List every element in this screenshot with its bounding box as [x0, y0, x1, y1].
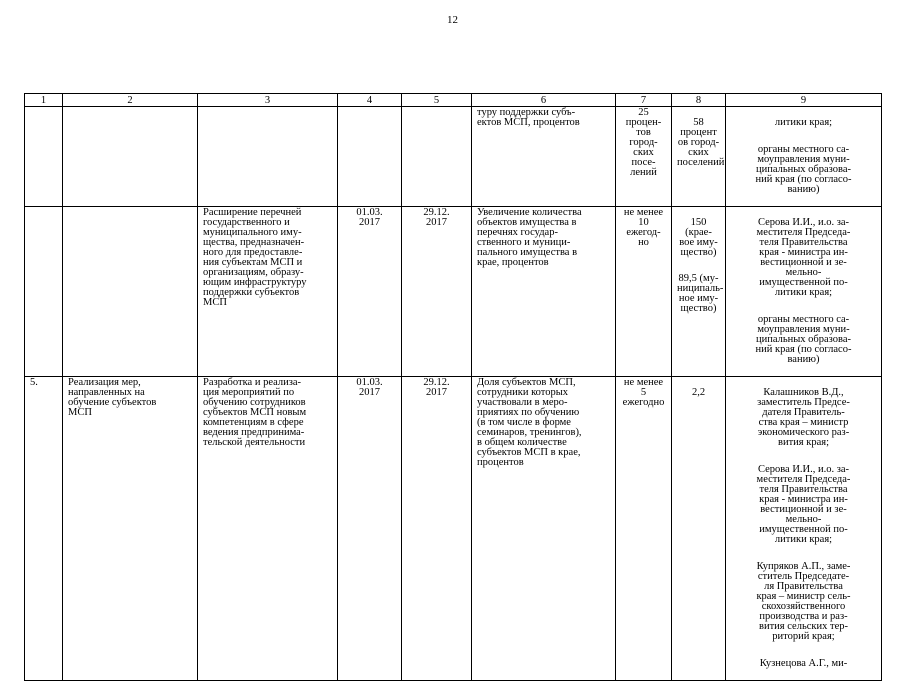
indicator-cell: Доля субъектов МСП, сотрудники которых участвовали в меро- приятиях по обучению (в том числе в форме семинаров, тренингов), в общем количестве субъектов МСП в крае, процентов	[472, 377, 616, 681]
column-header: 1	[25, 94, 63, 107]
row-number-cell: 5.	[25, 377, 63, 681]
column-header: 2	[63, 94, 198, 107]
measure-cell: Реализация мер, направленных на обучение субъектов МСП	[63, 377, 198, 681]
table-row	[25, 377, 882, 681]
responsible-entry: органы местного са- моуправления муни- ципальных образова- ний края (по согласо- ванию)	[755, 144, 852, 195]
actual-value-text: 150 (крае- вое иму- щество)	[679, 217, 718, 258]
actual-value-text: 89,5 (му- ниципаль- ное иму- щество)	[677, 273, 724, 314]
end-date-cell: 29.12. 2017	[402, 377, 472, 681]
end-date-cell: 29.12. 2017	[402, 207, 472, 377]
responsible-entry: Калашников В.Д., заместитель Предсе- дателя Правитель- ства края – министр экономического раз- вития края;	[757, 387, 850, 448]
activity-cell	[198, 107, 338, 207]
table-header-row	[25, 94, 882, 107]
start-date-cell: 01.03. 2017	[338, 377, 402, 681]
responsible-entry: Серова И.И., и.о. за- местителя Председа- теля Правительства края - министра ин- вестиционной и зе- мельно- имущественной по- литики края;	[756, 464, 851, 545]
indicator-cell: Увеличение количества объектов имущества в перечнях государ- ственного и муници- пального имущества в крае, процентов	[472, 207, 616, 377]
target-value-cell: 25 процен- тов город- ских посе- лений	[616, 107, 672, 207]
table-row	[25, 207, 882, 377]
start-date-cell: 01.03. 2017	[338, 207, 402, 377]
responsible-entry: Кузнецова А.Г., ми-	[759, 658, 848, 669]
responsible-cell	[726, 377, 882, 681]
column-header: 3	[198, 94, 338, 107]
responsible-entry: Купряков А.П., заме- ститель Председате- ля Правительства края – министр сель- скохозяйственного производства и раз- вития сельских тер- риторий края;	[756, 561, 851, 642]
row-number-cell	[25, 107, 63, 207]
activity-cell: Расширение перечней государственного и муниципального иму- щества, предназначен- ного для предоставле- ния субъектам МСП и организациям, образу- ющим инфраструктуру поддержки субъектов МСП	[198, 207, 338, 377]
column-header: 4	[338, 94, 402, 107]
responsible-entry: литики края;	[774, 117, 833, 128]
page-number: 12	[447, 14, 458, 26]
column-header: 8	[672, 94, 726, 107]
row-number-cell	[25, 207, 63, 377]
column-header: 7	[616, 94, 672, 107]
indicator-cell: туру поддержки субъ- ектов МСП, процентов	[472, 107, 616, 207]
actual-value-cell	[672, 107, 726, 207]
actual-value-text: 2,2	[691, 387, 706, 398]
responsible-entry: Серова И.И., и.о. за- местителя Председа- теля Правительства края - министра ин- вестиционной и зе- мельно- имущественной по- литики края;	[756, 217, 851, 298]
responsible-cell	[726, 107, 882, 207]
column-header: 5	[402, 94, 472, 107]
end-date-cell	[402, 107, 472, 207]
column-header: 6	[472, 94, 616, 107]
actual-value-text: 58 процент ов город- ских поселений	[677, 117, 725, 168]
activity-cell: Разработка и реализа- ция мероприятий по обучению сотрудников субъектов МСП новым компетенциям в сфере ведения предпринима- тельской деятельности	[198, 377, 338, 681]
target-value-cell: не менее 10 ежегод- но	[616, 207, 672, 377]
target-value-cell: не менее 5 ежегодно	[616, 377, 672, 681]
measure-cell	[63, 207, 198, 377]
column-header: 9	[726, 94, 882, 107]
responsible-cell	[726, 207, 882, 377]
actual-value-cell	[672, 207, 726, 377]
activities-table	[24, 93, 882, 681]
start-date-cell	[338, 107, 402, 207]
measure-cell	[63, 107, 198, 207]
responsible-entry: органы местного са- моуправления муни- ципальных образова- ний края (по согласо- ванию)	[755, 314, 852, 365]
actual-value-cell	[672, 377, 726, 681]
table-row	[25, 107, 882, 207]
